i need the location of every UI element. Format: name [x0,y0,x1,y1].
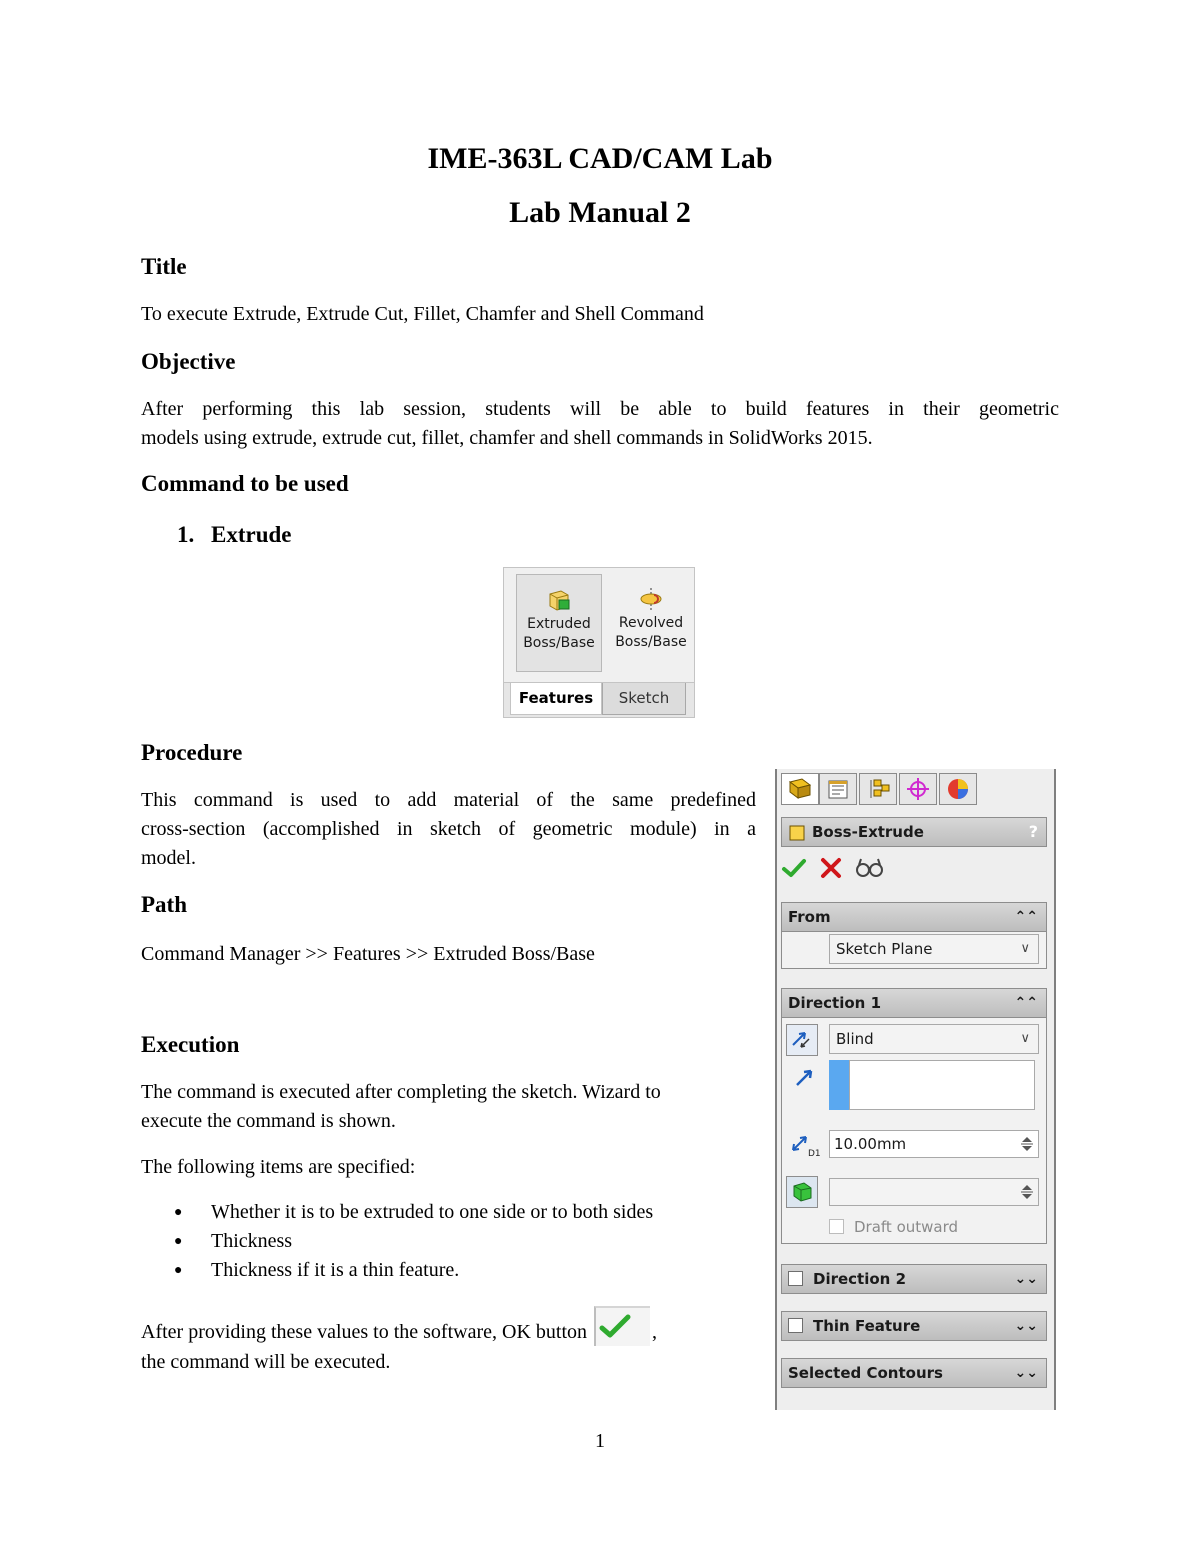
revolved-boss-base-button[interactable] [608,574,694,672]
boss-extrude-icon [788,824,806,842]
ok-line-2: the command will be executed. [141,1351,391,1373]
extruded-label-1: Extruded [527,616,591,632]
from-value: Sketch Plane [836,940,933,958]
title-heading: Title [141,254,187,279]
objective-heading: Objective [141,349,236,374]
command-item: Extrude [211,522,292,547]
revolved-label-1: Revolved [618,615,684,631]
expand-chevron-icon: ⌄⌄ [1014,1318,1038,1334]
extruded-boss-icon [546,587,572,613]
title-text: To execute Extrude, Extrude Cut, Fillet, Chamfer and Shell Command [141,303,704,325]
draft-angle-input[interactable] [829,1178,1039,1206]
from-select[interactable] [829,934,1039,964]
property-manager-icon[interactable] [819,773,857,805]
from-label: From [788,908,831,926]
help-icon[interactable]: ? [1028,822,1038,841]
selected-contours-label: Selected Contours [788,1364,943,1382]
collapse-chevron-icon: ⌃⌃ [1014,995,1038,1011]
procedure-line-1: This command is used to add material of the same predefined [141,789,756,811]
procedure-heading: Procedure [141,740,243,765]
ribbon-tabs [504,682,695,718]
ok-button[interactable] [781,857,807,883]
items-intro: The following items are specified: [141,1156,416,1178]
expand-chevron-icon: ⌄⌄ [1014,1271,1038,1287]
procedure-line-3: model. [141,847,196,869]
end-condition-value: Blind [836,1030,874,1048]
draft-outward-checkbox[interactable] [829,1218,958,1236]
preview-glasses-icon[interactable] [855,857,885,883]
pm-title-bar [781,817,1047,847]
course-title: IME-363L CAD/CAM Lab [427,142,773,175]
chevron-down-icon: ∨ [1020,1031,1030,1046]
direction-selection-highlight [829,1060,849,1110]
configuration-manager-icon[interactable] [859,773,897,805]
ok-checkmark-icon [594,1306,650,1346]
direction1-group-header[interactable] [781,988,1047,1018]
from-group [781,932,1047,969]
procedure-line-2: cross-section (accomplished in sketch of geometric module) in a [141,818,756,840]
revolved-label-2: Boss/Base [615,634,687,650]
execution-line-2: execute the command is shown. [141,1110,396,1132]
depth-input[interactable] [829,1130,1039,1158]
tab-features[interactable]: Features [510,683,602,715]
list-item: ● Thickness if it is a thin feature. [141,1256,653,1285]
command-item-number: 1. [177,522,195,547]
revolved-boss-icon [638,586,664,612]
manual-title: Lab Manual 2 [509,196,691,229]
spinner-icon[interactable] [1020,1182,1034,1202]
display-manager-icon[interactable] [939,773,977,805]
direction-vector-icon [794,1066,816,1092]
draft-toggle-button[interactable] [786,1176,818,1208]
expand-chevron-icon: ⌄⌄ [1014,1365,1038,1381]
end-condition-select[interactable] [829,1024,1039,1054]
ok-text-before: After providing these values to the software, OK button [141,1321,588,1343]
execution-heading: Execution [141,1032,240,1057]
checkbox-icon[interactable] [788,1271,803,1286]
draft-outward-label: Draft outward [854,1218,959,1236]
page-number: 1 [595,1430,605,1452]
depth-d1-icon [788,1128,822,1162]
thin-feature-label: Thin Feature [813,1317,921,1335]
dimxpert-icon[interactable] [899,773,937,805]
checkbox-icon[interactable] [788,1318,803,1333]
depth-value: 10.00mm [834,1135,907,1153]
selected-contours-group-header[interactable] [781,1358,1047,1388]
thin-feature-group-header[interactable] [781,1311,1047,1341]
from-group-header[interactable] [781,902,1047,932]
list-item: ● Thickness [141,1227,653,1256]
command-manager-ribbon [503,567,695,718]
svg-text:D1: D1 [808,1149,821,1158]
path-text: Command Manager >> Features >> Extruded Boss/Base [141,943,595,965]
tab-sketch[interactable]: Sketch [602,683,686,715]
feature-manager-icon[interactable] [781,773,819,805]
reverse-direction-button[interactable] [786,1024,818,1056]
command-heading: Command to be used [141,471,349,496]
path-heading: Path [141,892,187,917]
direction1-group [781,1018,1047,1244]
items-list [141,1198,653,1285]
ok-text-after: , [652,1321,658,1343]
direction2-group-header[interactable] [781,1264,1047,1294]
ok-line-1 [141,1306,761,1347]
chevron-down-icon: ∨ [1020,941,1030,956]
collapse-chevron-icon: ⌃⌃ [1014,909,1038,925]
objective-line-1: After performing this lab session, students will be able to build features in their geometric [141,398,1059,420]
execution-line-1: The command is executed after completing the sketch. Wizard to [141,1081,661,1103]
extruded-boss-base-button[interactable] [516,574,602,672]
pm-title: Boss-Extrude [812,823,924,841]
spinner-icon[interactable] [1020,1134,1034,1154]
list-item: ● Whether it is to be extruded to one side or to both sides [141,1198,653,1227]
extruded-label-2: Boss/Base [523,635,595,651]
boss-extrude-property-manager [775,769,1056,1410]
direction1-label: Direction 1 [788,994,882,1012]
cancel-button[interactable] [819,857,843,883]
direction-selection-box[interactable] [849,1060,1035,1110]
objective-line-2: models using extrude, extrude cut, fillet, chamfer and shell commands in SolidWorks 2015. [141,427,873,449]
checkbox-icon [829,1219,844,1234]
direction2-label: Direction 2 [813,1270,907,1288]
